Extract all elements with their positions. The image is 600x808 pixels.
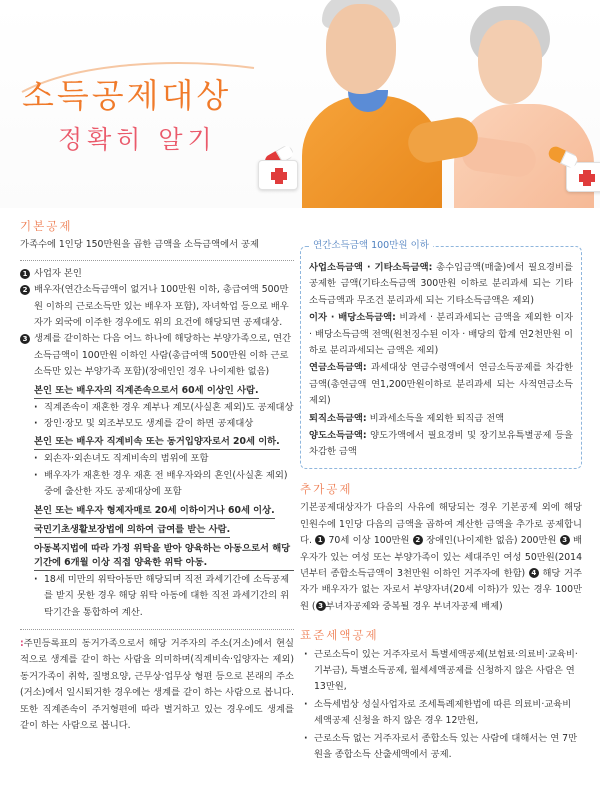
condition-heading: 본인 또는 배우자의 직계존속으로서 60세 이상인 사람. xyxy=(34,384,259,399)
list-item: · 직계존속이 재혼한 경우 계부나 계모(사실혼 제외)도 공제대상 xyxy=(20,400,294,416)
basic-deduction-section xyxy=(20,218,294,734)
condition-heading: 국민기초생활보장법에 의하여 급여를 받는 사람. xyxy=(34,523,230,538)
list-item: · 외손자·외손녀도 직계비속의 범위에 포함 xyxy=(20,451,294,467)
condition-heading: 아동복지법에 따라 가정 위탁을 받아 양육하는 아동으로서 해당 기간에 6개월 이상 직접 양육한 위탁 아동. xyxy=(34,542,294,571)
page-title: 소득공제대상 xyxy=(22,76,232,115)
number-badge: 3 xyxy=(560,535,570,545)
list-item: · 소득세법상 성실사업자로 조세특례제한법에 따른 의료비·교육비 세액공제 신청을 하지 않은 경우 12만원, xyxy=(300,697,582,730)
list-item: · 근로소득 없는 거주자로서 종합소득 있는 사람에 대해서는 연 7만원을 종합소득 산출세액에서 공제. xyxy=(300,731,582,764)
income-row: 퇴직소득금액: 비과세소득을 제외한 퇴직금 전액 xyxy=(309,412,505,424)
number-badge: 1 xyxy=(20,269,30,279)
number-badge: 1 xyxy=(315,535,325,545)
list-item: · 배우자가 재혼한 경우 재혼 전 배우자와의 혼인(사실혼 제외) 중에 출산한 자도 공제대상에 포함 xyxy=(20,468,294,501)
list-item: · 근로소득이 있는 거주자로서 특별세액공제(보험료·의료비·교육비·기부금), 특별소득공제, 월세세액공제를 신청하지 않은 사람은 연 13만원, xyxy=(300,647,582,696)
condition-heading: 본인 또는 배우자 직계비속 또는 동거입양자로서 20세 이하. xyxy=(34,435,280,450)
list-item: 3 생계를 같이하는 다음 어느 하나에 해당하는 부양가족으로, 연간소득금액이 100만원 이하인 사람(총급여액 500만원 이하 근로소득만 있는 부양가족 포함)(장애인인 경우 나이제한 없음) xyxy=(20,331,294,380)
man-face xyxy=(326,4,396,94)
section-title-additional: 추가공제 xyxy=(300,481,353,496)
right-column xyxy=(300,240,582,764)
hero-banner xyxy=(0,0,600,208)
number-badge: 3 xyxy=(316,601,326,611)
additional-body: 기본공제대상자가 다음의 사유에 해당되는 경우 기본공제 외에 해당 인원수에 1인당 다음의 금액을 곱하여 계산한 금액을 추가로 공제합니다. 1 70세 이상 100만원 2 장애인(나이제한 없음) 200만원 3 배우자가 있는 여성 또는 부양가족이 있는 세대주인 여성 50만원(2014년부터 종합소득금액이 3천만원 이하인 거주자에 한함) 4 해당 거주자가 배우자가 없는 자로서 부양자녀(20세 이하)가 있는 경우 100만원 ( 3 부녀자공제와 중복될 경우 부녀자공제 배제) xyxy=(300,502,582,612)
income-row: 사업소득금액 · 기타소득금액: 총수입금액(매출)에서 필요경비를 공제한 금액(기타소득금액 300만원 이하로 분리과세 되는 기타 소득금액과 무조건 분리과세 되는 기타소득금액은 제외) xyxy=(309,262,573,306)
income-row: 이자 · 배당소득금액: 비과세 · 분리과세되는 금액을 제외한 이자 · 배당소득금액 전액(원천징수된 이자 · 배당의 합계 연2천만원 이하로 분리과세되는 금액은 제외) xyxy=(309,312,573,357)
list-item: 2 배우자(연간소득금액이 없거나 100만원 이하, 총급여액 500만원 이하의 근로소득만 있는 배우자 포함), 자녀학업 등으로 배우자가 외국에 이주한 경우에도 위의 요건에 해당되면 공제대상. xyxy=(20,282,294,331)
additional-deduction-section xyxy=(300,481,582,615)
basic-intro: 가족수에 1인당 150만원을 곱한 금액을 소득금액에서 공제 xyxy=(20,237,294,260)
woman-face xyxy=(478,20,542,104)
list-item: · 18세 미만의 위탁아동만 해당되며 직전 과세기간에 소득공제를 받지 못한 경우 해당 위탁 아동에 대한 직전 과세기간의 위탁기간을 통합하여 계산. xyxy=(20,572,294,621)
number-badge: 4 xyxy=(529,568,539,578)
income-box-title: 연간소득금액 100만원 이하 xyxy=(309,238,433,254)
number-badge: 2 xyxy=(20,285,30,295)
income-row: 연금소득금액: 과세대상 연금수령액에서 연금소득공제를 차감한 금액(총연금액 연1,200만원이하로 분리과세 되는 사적연금소득 제외) xyxy=(309,362,573,407)
medical-box-icon xyxy=(258,160,298,190)
number-badge: 3 xyxy=(20,334,30,344)
condition-heading: 본인 또는 배우자 형제자매로 20세 이하이거나 60세 이상. xyxy=(34,504,275,519)
section-title-standard: 표준세액공제 xyxy=(300,628,379,643)
note-marker: : xyxy=(20,637,24,649)
income-criteria-box xyxy=(300,240,582,469)
page-subtitle: 정확히 알기 xyxy=(58,125,217,154)
section-title-basic: 기본공제 xyxy=(20,219,73,233)
elderly-couple-photo xyxy=(258,0,600,208)
income-row: 양도소득금액: 양도가액에서 필요경비 및 장기보유특별공제 등을 차감한 금액 xyxy=(309,430,573,458)
standard-tax-credit-section xyxy=(300,627,582,763)
list-item: 1 사업자 본인 xyxy=(20,266,294,282)
list-item: · 장인·장모 및 외조부모도 생계를 같이 하면 공제대상 xyxy=(20,416,294,432)
number-badge: 2 xyxy=(413,535,423,545)
cohabitation-note: :주민등록표의 동거가족으로서 해당 거주자의 주소(거소)에서 현실적으로 생계를 같이 하는 사람을 의미하며(직계비속·입양자는 제외) 동거가족이 취학, 질병요양, 근무상·업무상 형편 등으로 본래의 주소(거소)에서 일시퇴거한 경우에는 생계를 같이 하는 사람으로 봅니다. 또한 직계존속이 주거형편에 따라 별거하고 있는 경우에도 생계를 같이 하는 사람으로 봅니다. xyxy=(20,629,294,734)
